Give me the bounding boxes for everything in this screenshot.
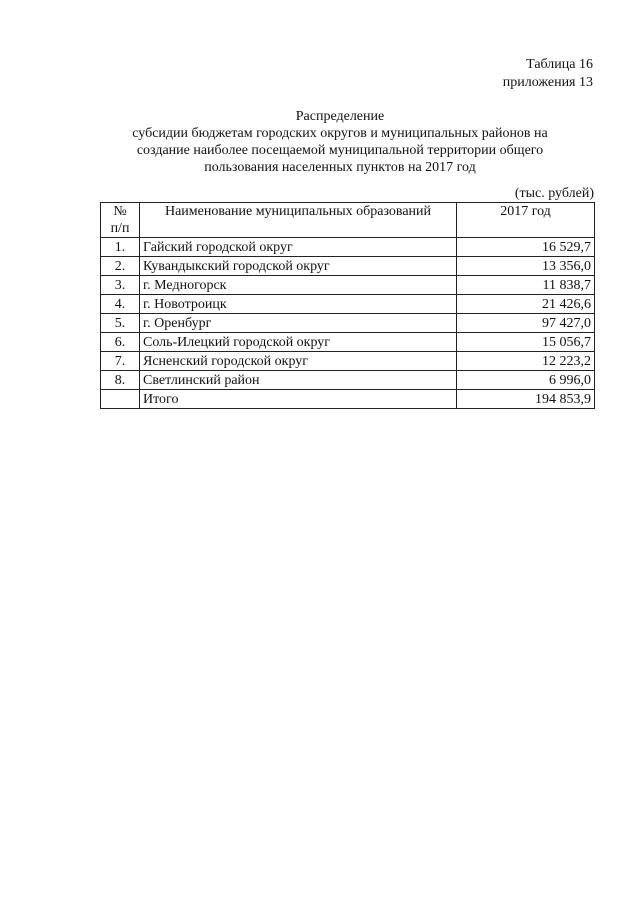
table-total-row bbox=[101, 390, 595, 409]
total-number-cell bbox=[101, 390, 140, 409]
table-row bbox=[101, 314, 595, 333]
row-value: 12 223,2 bbox=[457, 352, 595, 371]
row-value: 97 427,0 bbox=[457, 314, 595, 333]
total-label: Итого bbox=[140, 390, 457, 409]
row-number: 7. bbox=[101, 352, 140, 371]
header-number bbox=[101, 203, 140, 238]
table-row bbox=[101, 371, 595, 390]
table-row bbox=[101, 352, 595, 371]
header-number-line-1: № bbox=[113, 204, 127, 219]
row-name: Светлинский район bbox=[140, 371, 457, 390]
table-number-label: Таблица 16 bbox=[526, 57, 593, 72]
row-value: 11 838,7 bbox=[457, 276, 595, 295]
table-row bbox=[101, 295, 595, 314]
header-year: 2017 год bbox=[457, 203, 595, 238]
row-name: г. Оренбург bbox=[140, 314, 457, 333]
row-number: 2. bbox=[101, 257, 140, 276]
title-line-3: создание наиболее посещаемой муниципальной территории общего bbox=[136, 143, 544, 158]
row-number: 3. bbox=[101, 276, 140, 295]
title-line-4: пользования населенных пунктов на 2017 год bbox=[204, 160, 476, 175]
row-number: 1. bbox=[101, 238, 140, 257]
total-value: 194 853,9 bbox=[457, 390, 595, 409]
row-name: Ясненский городской округ bbox=[140, 352, 457, 371]
row-number: 8. bbox=[101, 371, 140, 390]
row-value: 13 356,0 bbox=[457, 257, 595, 276]
table-row bbox=[101, 238, 595, 257]
appendix-label: приложения 13 bbox=[502, 75, 593, 90]
title-line-1: Распределение bbox=[295, 109, 385, 124]
row-name: Соль-Илецкий городской округ bbox=[140, 333, 457, 352]
table-row bbox=[101, 333, 595, 352]
title-line-2: субсидии бюджетам городских округов и муниципальных районов на bbox=[132, 126, 548, 141]
header-name: Наименование муниципальных образований bbox=[140, 203, 457, 238]
row-name: Кувандыкский городской округ bbox=[140, 257, 457, 276]
units-label: (тыс. рублей) bbox=[514, 186, 594, 201]
table-reference bbox=[503, 56, 593, 92]
row-name: г. Новотроицк bbox=[140, 295, 457, 314]
row-number: 5. bbox=[101, 314, 140, 333]
row-name: Гайский городской округ bbox=[140, 238, 457, 257]
row-value: 21 426,6 bbox=[457, 295, 595, 314]
row-value: 15 056,7 bbox=[457, 333, 595, 352]
subsidy-table bbox=[100, 202, 595, 409]
table-header-row bbox=[101, 203, 595, 238]
row-name: г. Медногорск bbox=[140, 276, 457, 295]
header-number-line-2: п/п bbox=[110, 221, 130, 236]
document-title bbox=[100, 108, 580, 176]
row-value: 6 996,0 bbox=[457, 371, 595, 390]
row-number: 6. bbox=[101, 333, 140, 352]
table-row bbox=[101, 257, 595, 276]
row-value: 16 529,7 bbox=[457, 238, 595, 257]
table-row bbox=[101, 276, 595, 295]
row-number: 4. bbox=[101, 295, 140, 314]
